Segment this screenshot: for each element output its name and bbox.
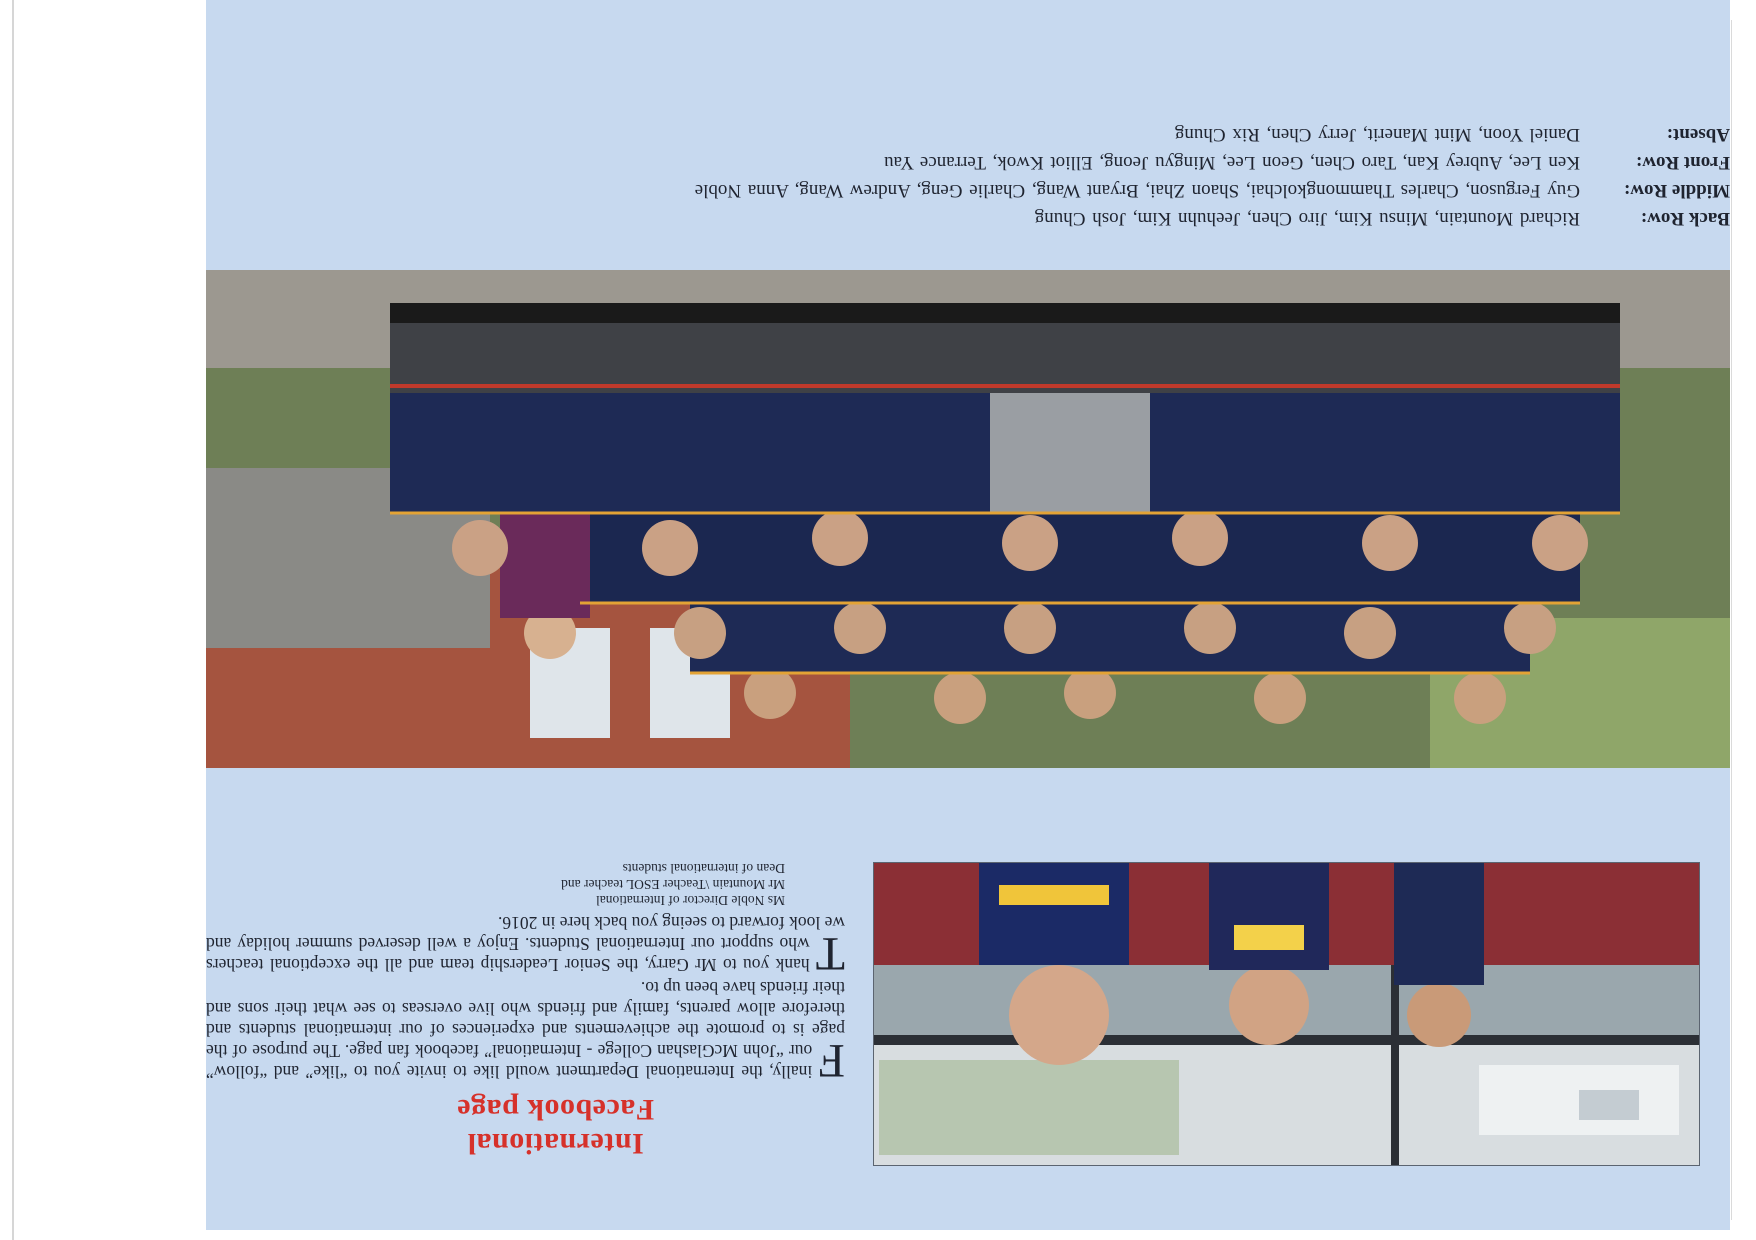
back-row-label: Back Row: xyxy=(1640,208,1730,229)
scan-right-edge xyxy=(1731,20,1732,1220)
signoff-line-3: Dean of international students xyxy=(622,861,785,876)
signoff-line-2: Mr Mountain \Teacher ESOL teacher and xyxy=(561,877,785,892)
facebook-paragraph-1-text: inally, the International Department would like to invite you to “like” and “follow” our “John McGlashan College - International” facebook fan page. The purpose of the page is to promote the achievements and experiences of our international students and therefore allow parents, family and friends who live overseas to see what their sons and their friends have been up to. xyxy=(206,978,845,1082)
front-row-label: Front Row: xyxy=(1635,152,1730,173)
facebook-title-line1: International xyxy=(467,1127,644,1160)
dropcap-f: F xyxy=(818,1034,845,1087)
dropcap-t: T xyxy=(815,927,845,980)
page-content xyxy=(206,0,1730,1230)
photo-window xyxy=(1579,1090,1639,1120)
absent-row xyxy=(206,122,1730,146)
facebook-title-line2: Facebook page xyxy=(456,1093,655,1126)
facebook-paragraph-2-text: hank you to Mr Garry, the Senior Leadership team and all the exceptional teachers who support our International Students. Enjoy a well deserved summer holiday and we look forward to seeing you back here in 2016. xyxy=(206,913,845,975)
upside-down-page xyxy=(206,0,1730,1230)
facebook-title xyxy=(206,1092,845,1160)
group-photo xyxy=(206,270,1730,768)
group-photo-image xyxy=(206,270,1730,768)
signoff xyxy=(206,860,845,908)
front-row xyxy=(206,150,1730,174)
signoff-line-1: Ms Noble Director of International xyxy=(596,893,785,908)
facebook-paragraph-1 xyxy=(206,977,845,1087)
front-row-names: Ken Lee, Aubrey Kan, Taro Chen, Geon Lee, Mingyu Jeong, Elliot Kwok, Terrance Yau xyxy=(884,152,1580,173)
back-row xyxy=(206,206,1730,230)
middle-row xyxy=(206,178,1730,202)
students-photo xyxy=(873,862,1700,1166)
scan-left-edge xyxy=(12,0,14,1240)
absent-names: Daniel Yoon, Mint Manerit, Jerry Chen, Rix Chung xyxy=(1174,124,1580,145)
photo-bench xyxy=(390,384,1620,388)
middle-row-label: Middle Row: xyxy=(1623,180,1730,201)
students-photo-image xyxy=(874,863,1699,1165)
facebook-article xyxy=(206,860,845,1160)
student-left xyxy=(1394,863,1484,1047)
facebook-paragraph-2 xyxy=(206,912,845,980)
names-caption xyxy=(206,118,1730,230)
photo-trees xyxy=(879,1060,1179,1155)
back-row-names: Richard Mountain, Minsu Kim, Jiro Chen, Jeehuhn Kim, Josh Chung xyxy=(1034,208,1580,229)
absent-label: Absent: xyxy=(1666,124,1730,145)
middle-row-names: Guy Ferguson, Charles Thammongkolchai, Shaon Zhai, Bryant Wang, Charlie Geng, Andrew Wang, Anna Noble xyxy=(694,180,1580,201)
